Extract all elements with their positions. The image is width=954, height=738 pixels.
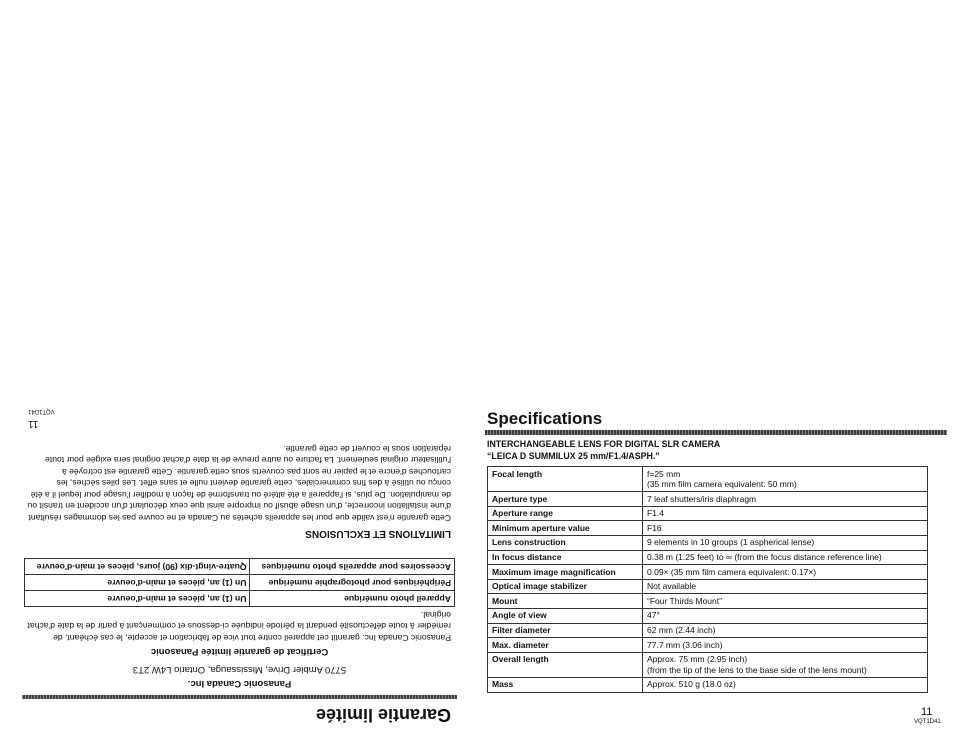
spec-label: Lens construction [488,535,643,550]
table-row [488,506,928,521]
table-row [488,550,928,565]
spec-label: Focal length [488,467,643,492]
certificate-title: Certificat de garantie limitée Panasonic [150,646,329,657]
spec-value: F1.4 [643,506,928,521]
table-row [25,575,455,591]
spec-label: Aperture range [488,506,643,521]
spec-value: Approx. 510 g (18.0 oz) [643,677,928,692]
spec-value: 0.09× (35 mm film camera equivalent: 0.17×) [643,565,928,580]
spec-label: Overall length [488,652,643,677]
spec-label: Aperture type [488,492,643,507]
table-row [488,623,928,638]
limitations-title: LIMITATIONS ET EXCLUSIONS [305,528,451,539]
spec-value: 9 elements in 10 groups (1 aspherical lense) [643,535,928,550]
spec-value: F16 [643,521,928,536]
warranty-period: Un (1) an, pièces et main-d'oeuvre [25,591,251,607]
limitations-text: Cette garantie n'est valide que pour les appareils achetés au Canada et ne couvre pas les dommages résultant d'une installation incorrecte, d'un usage abusif ou impropre ainsi que ceux découlant d'un accident en transit ou de manipulation. De plus, si l'appareil a été altéré ou transformé de façon à modifier l'usage pour lequel il a été conçu ou utilisé à des fins commerciales, cette garantie devient nulle et sans effet. Les piles sèches, les cartouches d'encre et le papier ne sont pas couverts sous cette garantie. Cette garantie est octroyée à l'utilisateur original seulement. La facture ou autre preuve de la date d'achat original sera exigée pour toute réparation sous le couvert de cette garantie. [27,444,451,523]
warranty-period: Un (1) an, pièces et main-d'oeuvre [25,575,251,591]
table-row [25,591,455,607]
right-page [477,0,954,738]
spec-label: Optical image stabilizer [488,579,643,594]
page-number: 11 [921,706,933,718]
table-row [488,677,928,692]
table-row [488,565,928,580]
spec-label: Mount [488,594,643,609]
spec-value: “Four Thirds Mount” [643,594,928,609]
page-code: VQT1D41 [914,719,941,725]
certificate-text: Panasonic Canada Inc. garantit cet appareil contre tout vice de fabrication et accepte, le cas échéant, de remédier à toute défectuosité pendant la période indiquée ci-dessous et commençant à partir de la date d'achat original. [27,610,451,643]
table-row [488,638,928,653]
spec-value: 47° [643,608,928,623]
warranty-product: Accessoires pour appareils photo numériques [250,559,455,575]
spec-value: 77.7 mm (3.06 inch) [643,638,928,653]
warranty-product: Appareil photo numérique [250,591,455,607]
company-address: 5770 Ambler Drive, Mississauga, Ontario L4W 2T3 [132,664,347,675]
left-page-number: 11 [28,418,39,429]
spec-value: 0.38 m (1.25 feet) to ∞ (from the focus distance reference line) [643,550,928,565]
spec-label: Max. diameter [488,638,643,653]
table-row [488,521,928,536]
spec-label: Minimum aperture value [488,521,643,536]
table-row [488,608,928,623]
title-rule [485,430,947,435]
warranty-table [24,558,455,607]
warranty-product: Périphériques pour photographie numérique [250,575,455,591]
lens-type: INTERCHANGEABLE LENS FOR DIGITAL SLR CAMERA [487,439,721,449]
spec-value: 62 mm (2.44 inch) [643,623,928,638]
warranty-title-rule [22,695,457,699]
warranty-title: Garantie limitée [315,705,451,725]
table-row [488,579,928,594]
spec-label: Maximum image magnification [488,565,643,580]
table-row [488,492,928,507]
warranty-period: Quatre-vingt-dix (90) jours, pièces et main-d'oeuvre [25,559,251,575]
spec-value: Approx. 75 mm (2.95 inch) (from the tip of the lens to the base side of the lens mount) [643,652,928,677]
spec-label: Filter diameter [488,623,643,638]
spec-value: 7 leaf shutters/iris diaphragm [643,492,928,507]
spec-label: In focus distance [488,550,643,565]
table-row [488,467,928,492]
spec-label: Angle of view [488,608,643,623]
table-row [488,652,928,677]
spec-value: f=25 mm (35 mm film camera equivalent: 50 mm) [643,467,928,492]
table-row [25,559,455,575]
spec-table [487,466,928,693]
spec-label: Mass [488,677,643,692]
left-page-code: VQT1D41 [28,408,55,414]
page-title: Specifications [487,409,603,428]
company-name: Panasonic Canada Inc. [187,678,292,689]
table-row [488,535,928,550]
spec-value: Not available [643,579,928,594]
warranty-section-upside-down [22,407,457,725]
lens-name: “LEICA D SUMMILUX 25 mm/F1.4/ASPH.” [487,451,660,461]
table-row [488,594,928,609]
